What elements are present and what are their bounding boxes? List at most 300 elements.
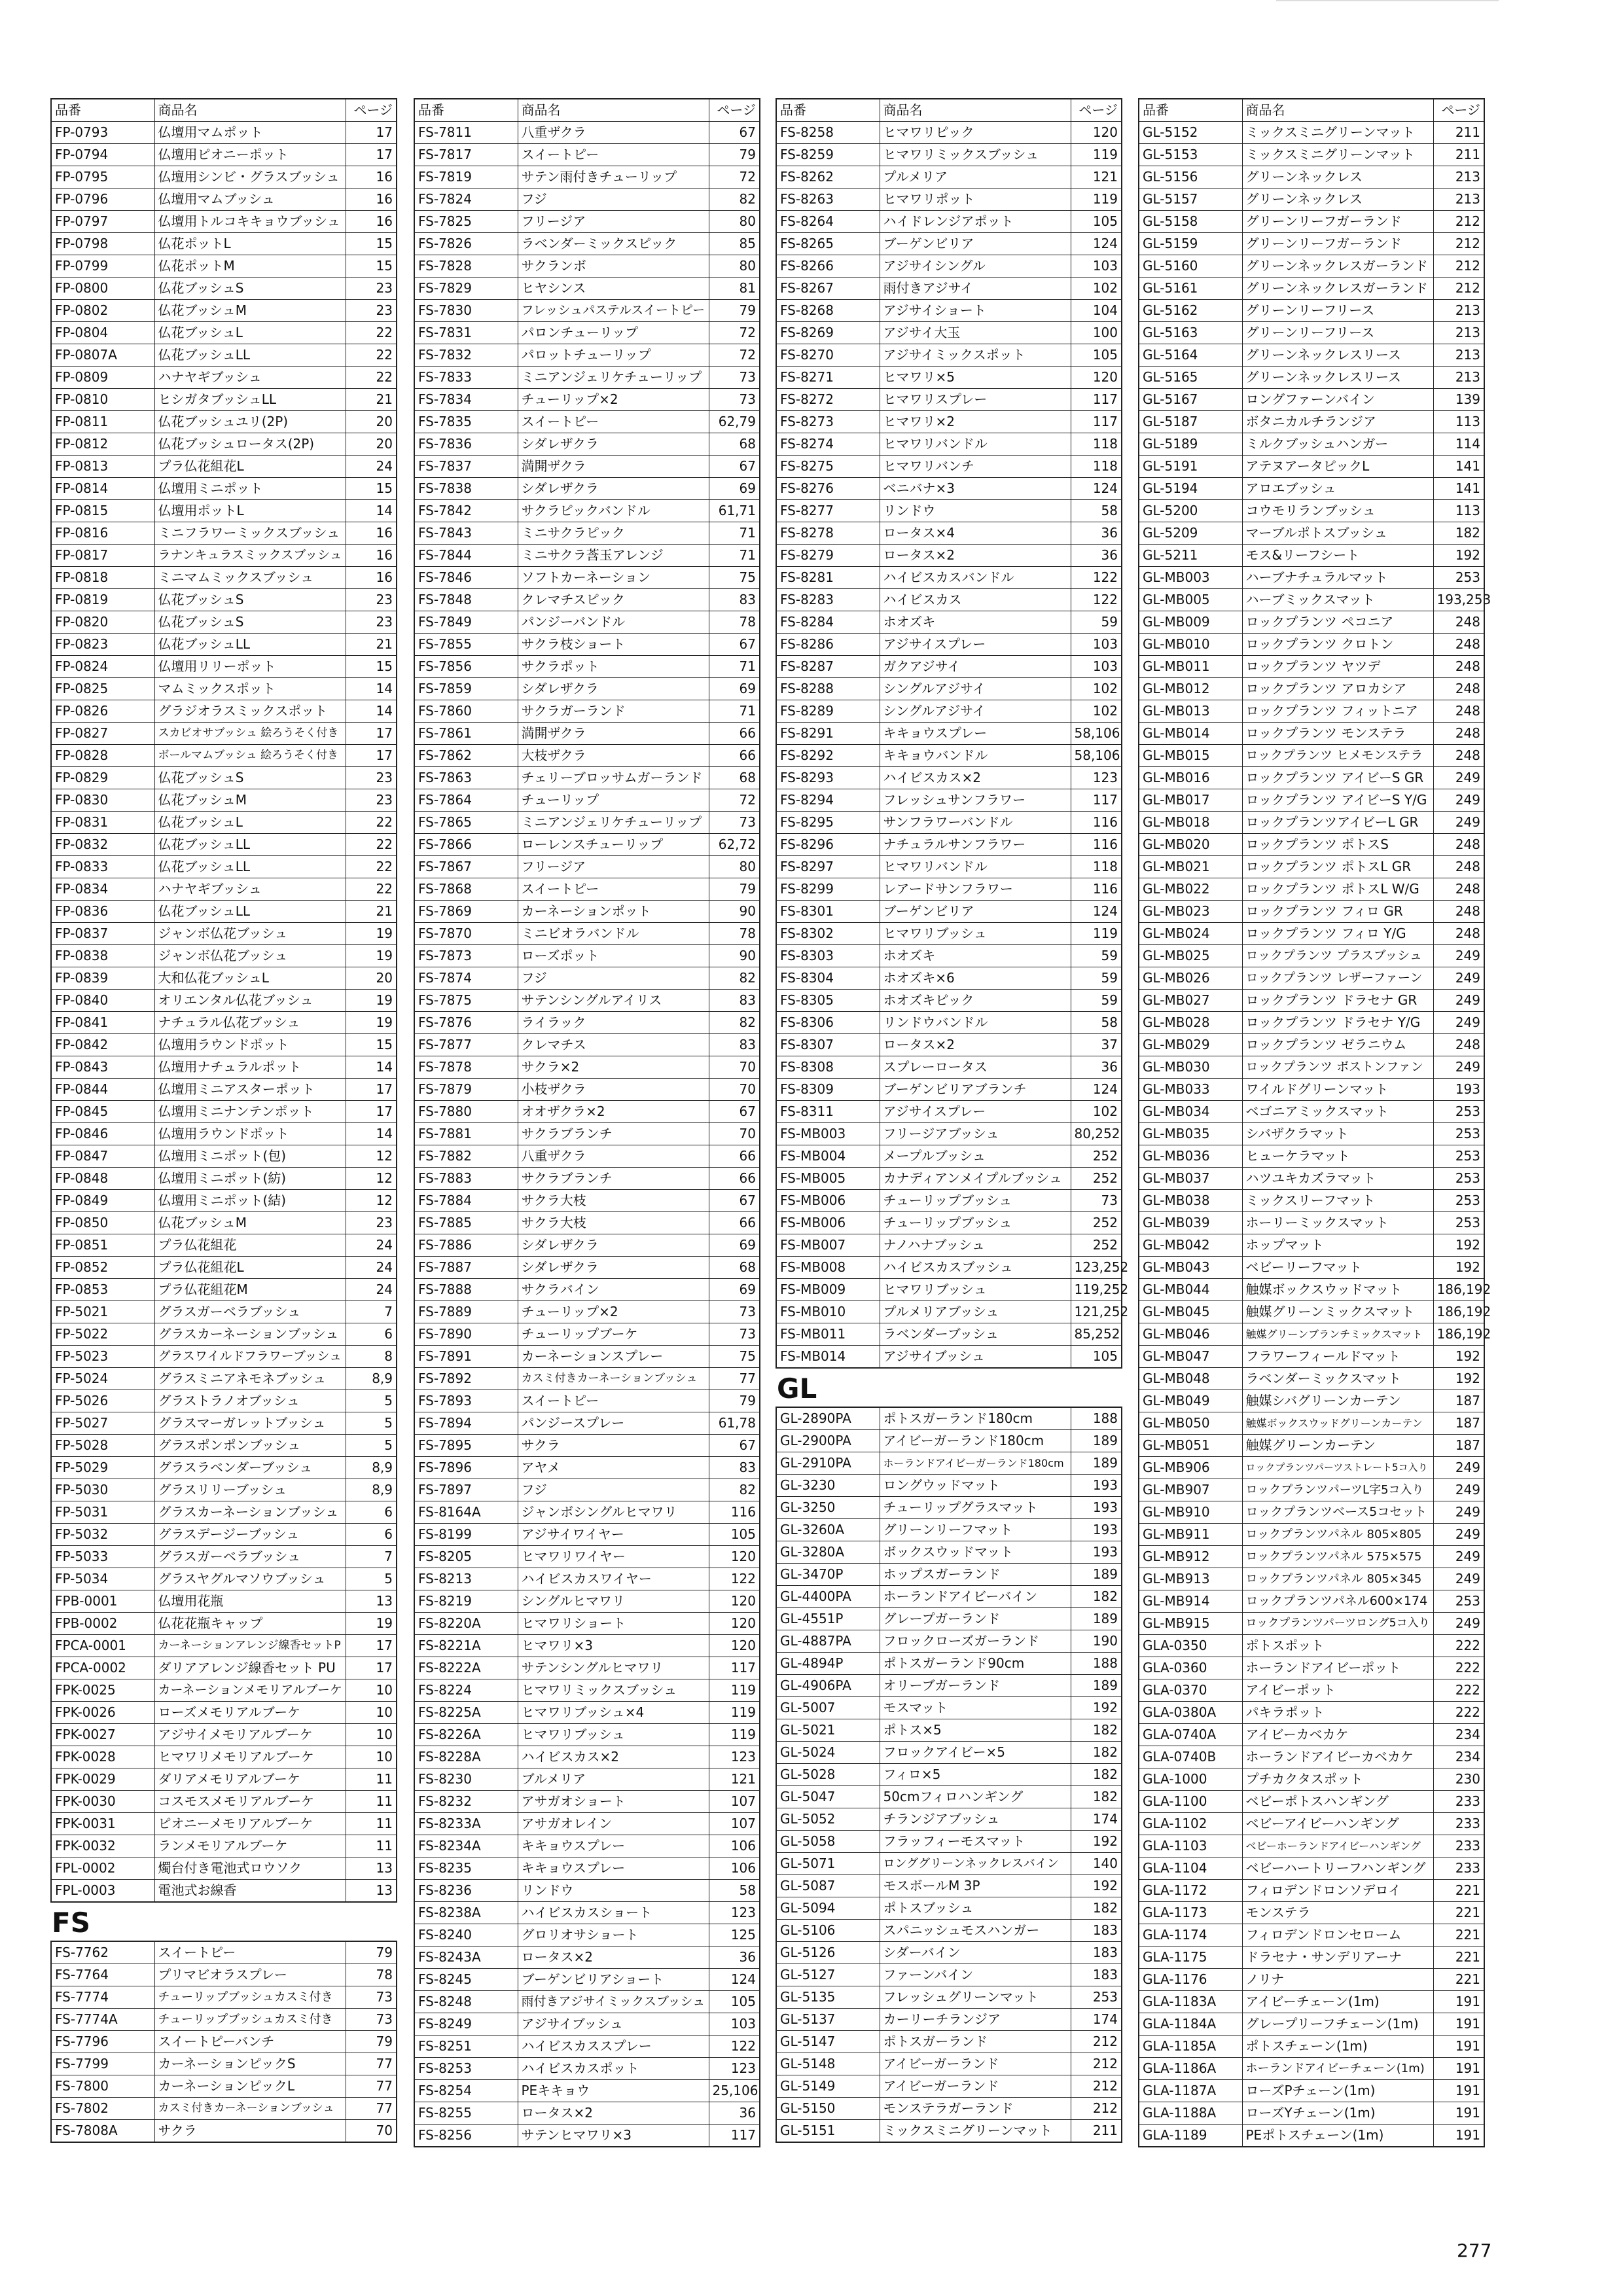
table-row [51,1768,397,1791]
product-name: フリージア [518,856,709,878]
table-row [51,1857,397,1880]
product-code: GLA-1176 [1139,1969,1242,1991]
table-row [51,1635,397,1657]
product-code: FP-0818 [51,567,154,589]
product-name: カーネーションピックS [154,2053,346,2075]
product-name: ヒマワリメモリアルブーケ [154,1746,346,1768]
page-ref: 248 [1433,878,1484,901]
table-row [1139,2125,1484,2147]
page-ref: 123 [709,1746,760,1768]
product-name: チューリップ×2 [518,389,709,411]
page-ref: 120 [1071,367,1122,389]
product-name: フラッフィーモスマット [880,1831,1071,1853]
product-code: GL-4906PA [776,1675,880,1697]
product-code: GL-MB017 [1139,789,1242,812]
product-code: GL-5153 [1139,144,1242,166]
product-code: FS-8213 [414,1568,518,1590]
page-ref: 22 [346,322,397,344]
product-name: サクラブランチ [518,1168,709,1190]
table-row [414,500,760,522]
product-code: GL-5058 [776,1831,880,1853]
product-name: アジサイスプレー [880,634,1071,656]
product-code: GLA-1172 [1139,1880,1242,1902]
table-row [1139,1813,1484,1835]
page-ref: 62,72 [709,834,760,856]
product-name: サテン雨付きチューリップ [518,166,709,188]
page-ref: 77 [346,2075,397,2098]
product-code: FS-7882 [414,1145,518,1168]
product-name: フジ [518,188,709,211]
table-row [51,322,397,344]
product-name: 仏壇用ミニナンテンポット [154,1101,346,1123]
product-code: FP-0802 [51,300,154,322]
product-name: プルメリア [880,166,1071,188]
table-row [414,901,760,923]
product-code: FP-0817 [51,545,154,567]
page-ref: 59 [1071,990,1122,1012]
table-row [51,656,397,678]
product-code: FS-7895 [414,1435,518,1457]
product-name: チューリップブーケ [518,1323,709,1346]
table-row [51,1056,397,1079]
page-ref: 6 [346,1501,397,1524]
product-code: FS-8275 [776,456,880,478]
page-ref: 10 [346,1702,397,1724]
page-ref: 212 [1071,2031,1122,2053]
table-row [1139,1168,1484,1190]
product-code: FS-8255 [414,2102,518,2125]
product-name: ホーランドアイビーカベカケ [1242,1746,1433,1768]
product-code: FP-0845 [51,1101,154,1123]
page-ref: 249 [1433,812,1484,834]
product-code: FS-8294 [776,789,880,812]
page-ref: 124 [1071,1079,1122,1101]
product-name: ハイビスカス×2 [518,1746,709,1768]
header-page: ページ [709,99,760,122]
product-code: FP-0844 [51,1079,154,1101]
table-row [1139,700,1484,723]
header-name: 商品名 [154,99,346,122]
product-code: FS-8305 [776,990,880,1012]
product-name: ミニアンジェリケチューリップ [518,812,709,834]
page-ref: 73 [1071,1190,1122,1212]
product-code: FS-8262 [776,166,880,188]
product-name: ミックスリーフマット [1242,1190,1433,1212]
page-ref: 249 [1433,1012,1484,1034]
page-ref: 103 [1071,656,1122,678]
product-code: GL-MB020 [1139,834,1242,856]
table-row [51,1079,397,1101]
page-ref: 17 [346,723,397,745]
product-code: GL-5149 [776,2075,880,2098]
page-ref: 22 [346,878,397,901]
product-name: カーネーションポット [518,901,709,923]
page-ref: 90 [709,901,760,923]
product-code: FP-0840 [51,990,154,1012]
page-ref: 249 [1433,945,1484,967]
index-table [776,1407,1122,2143]
page-ref: 213 [1433,188,1484,211]
product-name: ライラック [518,1012,709,1034]
table-row [51,1880,397,1903]
product-code: FS-8232 [414,1791,518,1813]
page-ref: 221 [1433,1969,1484,1991]
page-ref: 16 [346,567,397,589]
page-ref: 73 [709,812,760,834]
table-row [1139,1924,1484,1946]
page-ref: 192 [1433,1346,1484,1368]
page-ref: 58 [709,1880,760,1902]
product-code: FP-0846 [51,1123,154,1145]
page-ref: 7 [346,1301,397,1323]
product-name: 仏壇用ミニポット [154,478,346,500]
page-ref: 83 [709,589,760,611]
page-ref: 221 [1433,1880,1484,1902]
product-code: FPK-0025 [51,1679,154,1702]
product-name: 触媒ボックスウッドグリーンカーテン [1242,1412,1433,1435]
table-row [776,389,1122,411]
product-code: GL-MB013 [1139,700,1242,723]
product-code: FS-MB009 [776,1279,880,1301]
table-row [51,1791,397,1813]
product-name: チューリップグラスマット [880,1497,1071,1519]
page-ref: 252 [1071,1234,1122,1257]
product-name: ブルメリア [518,1768,709,1791]
product-name: シングルヒマワリ [518,1590,709,1613]
product-code: FS-7829 [414,278,518,300]
index-table [414,98,760,2147]
product-code: GL-MB911 [1139,1524,1242,1546]
product-name: グラスワイルドフラワーブッシュ [154,1346,346,1368]
product-name: サクラ大枝 [518,1190,709,1212]
product-code: FS-MB003 [776,1123,880,1145]
page-ref: 233 [1433,1835,1484,1857]
page-ref: 118 [1071,856,1122,878]
product-code: FS-7876 [414,1012,518,1034]
page-ref: 17 [346,144,397,166]
table-row [776,678,1122,700]
page-ref: 119 [709,1702,760,1724]
product-code: GL-5211 [1139,545,1242,567]
product-name: パロンチューリップ [518,322,709,344]
product-name: ミックスミニグリーンマット [1242,144,1433,166]
table-row [414,1323,760,1346]
table-row [1139,1946,1484,1969]
table-row [776,834,1122,856]
page-ref: 15 [346,478,397,500]
page-ref: 117 [1071,411,1122,433]
product-name: ロックプランツパーツロング5コ入り [1242,1613,1433,1635]
product-code: FP-5029 [51,1457,154,1479]
product-code: FP-0827 [51,723,154,745]
product-name: スイートピーバンチ [154,2031,346,2053]
table-row [414,1301,760,1323]
page-ref: 15 [346,1034,397,1056]
page-ref: 189 [1071,1675,1122,1697]
table-row [1139,1768,1484,1791]
table-row [414,344,760,367]
product-name: 八重ザクラ [518,122,709,144]
product-code: FS-7774 [51,1986,154,2009]
product-code: FS-7796 [51,2031,154,2053]
table-row [414,1590,760,1613]
product-code: GL-MB022 [1139,878,1242,901]
header-code: 品番 [1139,99,1242,122]
product-name: ラベンダーミックスピック [518,233,709,255]
page-ref: 21 [346,901,397,923]
page-ref: 249 [1433,1457,1484,1479]
product-name: コスモスメモリアルブーケ [154,1791,346,1813]
product-name: 大枝ザクラ [518,745,709,767]
product-name: プリマビオラスプレー [154,1964,346,1986]
page-ref: 124 [1071,233,1122,255]
product-code: GL-MB014 [1139,723,1242,745]
table-row [1139,2013,1484,2036]
table-row [51,1941,397,1964]
product-name: 仏花ブッシュLL [154,901,346,923]
page-ref: 183 [1071,1964,1122,1986]
product-name: 仏壇用ラウンドポット [154,1123,346,1145]
product-code: FP-0812 [51,433,154,456]
table-row [776,856,1122,878]
product-name: サクラ大枝 [518,1212,709,1234]
product-name: シバザクラマット [1242,1123,1433,1145]
product-code: GLA-1104 [1139,1857,1242,1880]
product-code: GL-5028 [776,1764,880,1786]
table-row [1139,1123,1484,1145]
product-code: FS-8270 [776,344,880,367]
page-ref: 213 [1433,367,1484,389]
product-name: フィロデンドロンセローム [1242,1924,1433,1946]
table-row [414,411,760,433]
product-name: モスマット [880,1697,1071,1719]
table-row [414,1724,760,1746]
page-ref: 252 [1071,1168,1122,1190]
product-code: GL-5147 [776,2031,880,2053]
table-row [51,545,397,567]
table-row [1139,322,1484,344]
product-name: シングルアジサイ [880,700,1071,723]
table-row [51,1168,397,1190]
table-row [1139,166,1484,188]
product-name: サクランボ [518,255,709,278]
page-ref: 66 [709,1168,760,1190]
product-code: FS-7881 [414,1123,518,1145]
page-ref: 70 [709,1123,760,1145]
product-code: FS-7865 [414,812,518,834]
table-row [51,144,397,166]
product-code: FS-8283 [776,589,880,611]
page-ref: 17 [346,1079,397,1101]
table-row [414,433,760,456]
product-name: ミニマムミックスブッシュ [154,567,346,589]
product-name: ロックプランツ クロトン [1242,634,1433,656]
product-name: ピオニーメモリアルブーケ [154,1813,346,1835]
table-row [51,901,397,923]
table-row [776,1168,1122,1190]
table-row [776,255,1122,278]
product-code: FS-7848 [414,589,518,611]
page-ref: 5 [346,1390,397,1412]
product-code: GL-4894P [776,1653,880,1675]
product-name: ロックプランツ レザーファーン [1242,967,1433,990]
product-name: スプレーロータス [880,1056,1071,1079]
product-name: ハイビスカス×2 [880,767,1071,789]
page-ref: 103 [1071,634,1122,656]
table-row [51,367,397,389]
table-row [776,2009,1122,2031]
product-code: FS-8272 [776,389,880,411]
table-row [51,2075,397,2098]
product-name: ヒマワリバンドル [880,433,1071,456]
page-ref: 36 [1071,1056,1122,1079]
product-code: FS-8249 [414,2013,518,2036]
table-row [414,1657,760,1679]
page-ref: 102 [1071,700,1122,723]
header-name: 商品名 [1242,99,1433,122]
product-name: グレープリーフチェーン(1m) [1242,2013,1433,2036]
table-row [414,1635,760,1657]
page-ref: 249 [1433,789,1484,812]
product-name: PEポトスチェーン(1m) [1242,2125,1433,2147]
table-row [414,1145,760,1168]
table-row [776,478,1122,500]
product-name: 雨付きアジサイ [880,278,1071,300]
page-ref: 248 [1433,901,1484,923]
page-ref: 221 [1433,1902,1484,1924]
page-ref: 189 [1071,1564,1122,1586]
page-ref: 5 [346,1412,397,1435]
product-name: アテヌアータピックL [1242,456,1433,478]
product-name: グリーンネックレスリース [1242,344,1433,367]
product-code: FS-8205 [414,1546,518,1568]
table-row [51,589,397,611]
page-ref: 119,252 [1071,1279,1122,1301]
product-name: 仏壇用ミニポット(結) [154,1190,346,1212]
table-row [776,700,1122,723]
product-name: ブーゲンビリアブランチ [880,1079,1071,1101]
table-row [51,611,397,634]
product-code: FP-0819 [51,589,154,611]
page-ref: 221 [1433,1924,1484,1946]
product-code: FS-8296 [776,834,880,856]
table-row [51,188,397,211]
table-row [51,1479,397,1501]
product-code: GL-MB043 [1139,1257,1242,1279]
page-ref: 83 [709,990,760,1012]
product-code: FS-8299 [776,878,880,901]
page-ref: 119 [1071,144,1122,166]
product-code: GL-MB011 [1139,656,1242,678]
product-name: マムミックスポット [154,678,346,700]
product-code: GL-MB038 [1139,1190,1242,1212]
product-code: FS-8301 [776,901,880,923]
page-ref: 252 [1071,1145,1122,1168]
page-ref: 16 [346,522,397,545]
page-ref: 120 [709,1613,760,1635]
page-ref: 67 [709,1101,760,1123]
page-ref: 7 [346,1546,397,1568]
product-code: FS-7889 [414,1301,518,1323]
product-name: アイビーカベカケ [1242,1724,1433,1746]
product-name: ロックプランツ ドラセナ GR [1242,990,1433,1012]
product-name: ロックプランツパーツストレート5コ入り [1242,1457,1433,1479]
product-code: FS-8222A [414,1657,518,1679]
table-row [414,1991,760,2013]
table-row [776,1630,1122,1653]
table-row [51,1012,397,1034]
product-name: アサガオショート [518,1791,709,1813]
product-name: 大和仏花ブッシュL [154,967,346,990]
product-name: グロリオサショート [518,1924,709,1946]
table-row [51,1212,397,1234]
table-row [776,1541,1122,1564]
product-name: ベビーハートリーフハンギング [1242,1857,1433,1880]
page-ref: 19 [346,923,397,945]
table-row [51,1123,397,1145]
page-ref: 80,252 [1071,1123,1122,1145]
product-name: パンジーバンドル [518,611,709,634]
product-code: FPK-0029 [51,1768,154,1791]
table-row [414,1768,760,1791]
product-name: ポトス×5 [880,1719,1071,1742]
table-row [776,567,1122,589]
product-name: ミニビオラバンドル [518,923,709,945]
page-ref: 68 [709,1257,760,1279]
product-code: GL-MB033 [1139,1079,1242,1101]
table-row [414,1212,760,1234]
product-code: GL-MB035 [1139,1123,1242,1145]
product-code: FP-0843 [51,1056,154,1079]
product-code: GL-MB021 [1139,856,1242,878]
product-name: ロングウッドマット [880,1475,1071,1497]
page-ref: 23 [346,300,397,322]
product-code: GL-MB016 [1139,767,1242,789]
page-ref: 17 [346,1635,397,1657]
product-code: FP-5024 [51,1368,154,1390]
table-row [1139,634,1484,656]
product-name: グラスマーガレットブッシュ [154,1412,346,1435]
page-ref: 116 [709,1501,760,1524]
page-ref: 182 [1071,1897,1122,1920]
product-name: ハイドレンジアポット [880,211,1071,233]
product-name: 仏花ブッシュS [154,278,346,300]
product-name: アジサイシングル [880,255,1071,278]
table-row [1139,456,1484,478]
page-ref: 105 [1071,1346,1122,1369]
table-row [776,767,1122,789]
product-name: 仏花ブッシュL [154,322,346,344]
table-row [776,1786,1122,1808]
product-code: FS-8297 [776,856,880,878]
page-ref: 249 [1433,767,1484,789]
page-ref: 24 [346,1279,397,1301]
product-code: FS-7774A [51,2009,154,2031]
page-ref: 21 [346,634,397,656]
table-row [776,1853,1122,1875]
product-code: FS-8259 [776,144,880,166]
page-ref: 116 [1071,878,1122,901]
product-name: ヒマワリポット [880,188,1071,211]
table-row [1139,389,1484,411]
page-ref: 119 [1071,923,1122,945]
table-row [414,2125,760,2147]
product-name: ミニアンジェリケチューリップ [518,367,709,389]
product-code: GL-MB026 [1139,967,1242,990]
product-code: FS-8199 [414,1524,518,1546]
product-code: FS-8308 [776,1056,880,1079]
table-row [414,923,760,945]
